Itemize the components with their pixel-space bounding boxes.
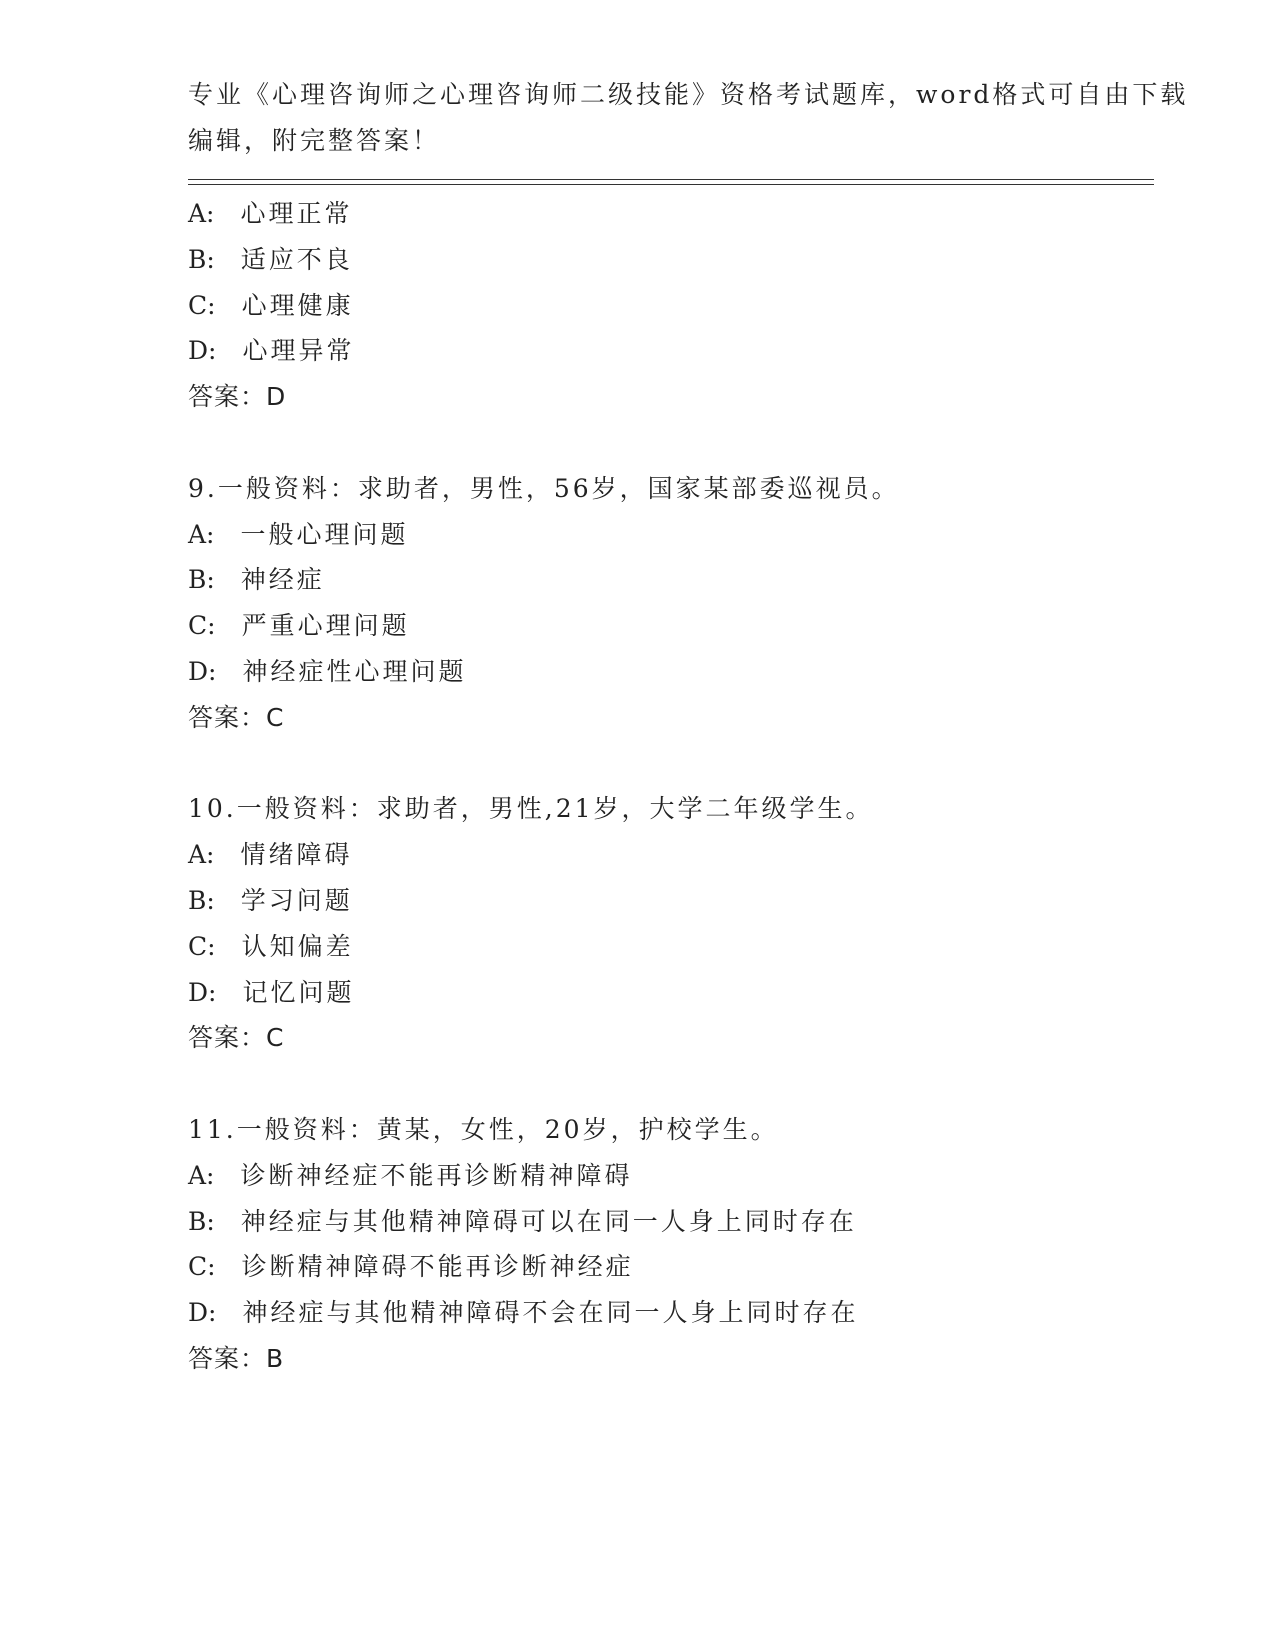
- answer-line: 答案：D: [188, 382, 287, 412]
- question-block-11: [188, 1107, 1154, 1382]
- option-text: 心理健康: [241, 290, 354, 320]
- answer-line: 答案：C: [188, 1023, 285, 1053]
- option-a: [188, 1153, 1154, 1199]
- option-label: B:: [188, 565, 215, 595]
- question-stem: 9.一般资料：求助者，男性，56岁，国家某部委巡视员。: [188, 473, 900, 503]
- option-text: 一般心理问题: [240, 519, 409, 549]
- option-label: C:: [188, 931, 216, 961]
- option-text: 神经症性心理问题: [242, 656, 467, 686]
- option-b: [188, 1199, 1154, 1245]
- option-label: A:: [188, 1160, 215, 1190]
- option-a: [188, 512, 1154, 558]
- option-text: 神经症与其他精神障碍不会在同一人身上同时存在: [242, 1298, 859, 1328]
- question-stem: 11.一般资料：黄某，女性，20岁，护校学生。: [188, 1114, 779, 1144]
- option-b: [188, 557, 1154, 603]
- option-label: A:: [188, 199, 215, 228]
- option-label: C:: [188, 1252, 216, 1282]
- option-label: B:: [188, 244, 215, 274]
- option-label: B:: [188, 885, 215, 915]
- option-text: 情绪障碍: [240, 840, 353, 870]
- question-block-10: [188, 786, 1154, 1061]
- option-label: D:: [188, 336, 217, 366]
- option-c: [188, 1244, 1154, 1290]
- option-c: [188, 603, 1154, 649]
- option-b: [188, 237, 1154, 283]
- option-text: 诊断精神障碍不能再诊断神经症: [241, 1252, 634, 1282]
- option-text: 诊断神经症不能再诊断精神障碍: [240, 1160, 633, 1190]
- option-label: D:: [188, 656, 217, 686]
- option-d: [188, 328, 1154, 374]
- option-a: [188, 191, 1154, 237]
- option-text: 认知偏差: [241, 931, 354, 961]
- question-stem: 10.一般资料：求助者，男性,21岁，大学二年级学生。: [188, 794, 874, 824]
- option-label: D:: [188, 1298, 217, 1328]
- option-label: A:: [188, 840, 215, 870]
- option-text: 适应不良: [240, 244, 353, 274]
- answer-line: 答案：C: [188, 702, 285, 732]
- option-label: A:: [188, 519, 215, 549]
- header-line-2: 编辑，附完整答案！: [188, 125, 441, 155]
- header-divider-bottom: [188, 184, 1154, 185]
- document-header: [188, 72, 1189, 164]
- option-text: 学习问题: [240, 885, 353, 915]
- option-c: [188, 924, 1154, 970]
- question-block-8: [188, 191, 1154, 420]
- option-label: D:: [188, 977, 217, 1007]
- question-list: [188, 191, 1154, 1382]
- option-text: 心理异常: [242, 336, 355, 366]
- answer-line: 答案：B: [188, 1343, 285, 1373]
- option-d: [188, 970, 1154, 1016]
- header-line-1: 专业《心理咨询师之心理咨询师二级技能》资格考试题库，word格式可自由下载: [188, 80, 1189, 109]
- option-d: [188, 649, 1154, 695]
- option-label: C:: [188, 290, 216, 320]
- option-text: 严重心理问题: [241, 611, 410, 641]
- option-d: [188, 1290, 1154, 1336]
- option-label: B:: [188, 1206, 215, 1236]
- option-text: 神经症与其他精神障碍可以在同一人身上同时存在: [240, 1206, 857, 1236]
- option-label: C:: [188, 611, 216, 641]
- option-a: [188, 832, 1154, 878]
- option-c: [188, 283, 1154, 329]
- option-text: 记忆问题: [242, 977, 355, 1007]
- option-text: 神经症: [240, 565, 325, 595]
- option-b: [188, 878, 1154, 924]
- question-block-9: [188, 466, 1154, 741]
- header-divider-top: [188, 179, 1154, 180]
- option-text: 心理正常: [240, 199, 353, 228]
